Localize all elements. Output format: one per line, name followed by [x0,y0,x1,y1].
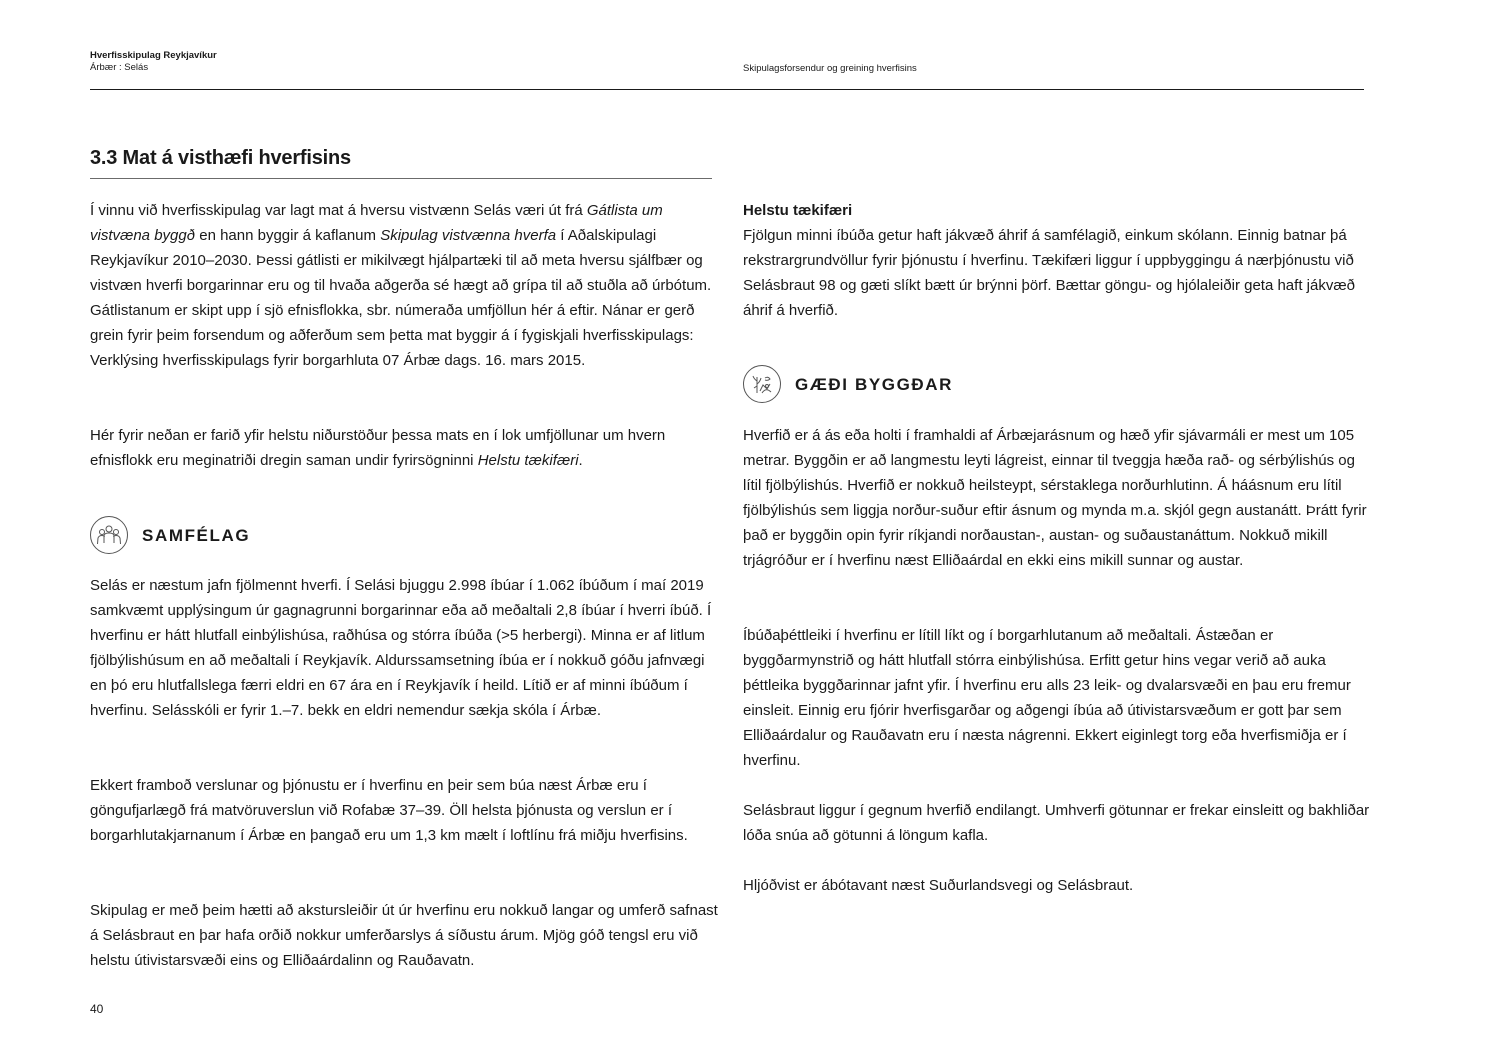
body-paragraph: Ekkert framboð verslunar og þjónustu er í hverfinu en þeir sem búa næst Árbæ eru í göngufjarlægð frá matvöruverslun við Rofabæ 37–39. Öll helsta þjónusta og verslun er í borgarhlutakjarnanum í Árbæ en þangað eru um 1,3 km mælt í loftlínu frá miðju hverfisins. [90,777,688,844]
opportunities-text: Fjölgun minni íbúða getur haft jákvæð áhrif á samfélagið, einkum skólann. Einnig batnar þá rekstrargrundvöllur fyrir þjónustu í hverfinu. Tækifæri liggur í uppbyggingu á nærþjónustu við Selásbraut 98 og gæti slíkt bætt úr brýnni þörf. Bættar göngu- og hjólaleiðir geta haft jákvæð áhrif á hverfið. [743,227,1356,319]
intro-paragraph-1: Í vinnu við hverfisskipulag var lagt mat á hversu vistvænn Selás væri út frá Gátlista um vistvæna byggð en hann byggir á kaflanum Skipulag vistvænna hverfa í Aðalskipulagi Reykjavíkur 2010–2030. Þessi gátlisti er mikilvægt hjálpartæki til að meta hversu sjálfbær og vistvæn hverfi borgarinnar eru og til hvaða aðgerða sé hægt að grípa til að stuðla að úrbótum. Gátlistanum er skipt upp í sjö efnisflokka, sbr. númeraða umfjöllun hér á eftir. Nánar er gerð grein fyrir þeim forsendum og aðferðum sem þetta mat byggir á í fygiskjali hverfisskipulags: Verklýsing hverfisskipulags fyrir borgarhluta 07 Árbæ dags. 16. mars 2015. [90,202,712,369]
chapter-reference-italic: Skipulag vistvænna hverfa [380,227,557,244]
header-divider [90,89,1364,90]
body-paragraph: Selásbraut liggur í gegnum hverfið endilangt. Umhverfi götunnar er frekar einsleitt og bakhliðar lóða snúa að götunni á löngum kafla. [743,802,1370,844]
opportunities-reference-italic: Helstu tækifæri [477,452,579,469]
section-title-divider [90,178,712,179]
category-label: GÆÐI BYGGÐAR [795,374,954,394]
checklist-title-italic: Gátlista um vistvæna byggð [90,202,663,244]
community-people-icon [90,516,128,554]
body-paragraph: Hljóðvist er ábótavant næst Suðurlandsvegi og Selásbraut. [743,877,1134,894]
category-heading-gaedi-byggdar [743,365,953,403]
chapter-title: Skipulagsforsendur og greining hverfisins [743,63,917,74]
document-title: Hverfisskipulag Reykjavíkur [90,50,217,61]
document-subtitle: Árbær : Selás [90,62,149,73]
body-paragraph: Hverfið er á ás eða holti í framhaldi af Árbæjarásnum og hæð yfir sjávarmáli er mest um 105 metrar. Byggðin er að langmestu leyti lágreist, einnar til tveggja hæða rað- og sérbýlishús og lítil fjölbýlishús. Hverfið er nokkuð heilsteypt, sérstaklega norðurhlutinn. Á háásnum eru lítil fjölbýlishús sem liggja norður-suður eftir ásnum og mynda m.a. skjól gegn austanátt. Þrátt fyrir það er byggðin opin fyrir ríkjandi norðaustan-, austan- og suðaustanáttum. Nokkuð mikill trjágróður er í hverfinu næst Elliðaárdal en ekki eins mikill sunnar og austar. [743,427,1367,569]
body-paragraph: Skipulag er með þeim hætti að akstursleiðir út úr hverfinu eru nokkuð langar og umferð safnast á Selásbraut en þar hafa orðið nokkur umferðarslys á síðustu árum. Mjög góð tengsl eru við helstu útivistarsvæði eins og Elliðaárdalinn og Rauðavatn. [90,902,718,969]
category-label: SAMFÉLAG [142,525,251,545]
page-number: 40 [90,1002,104,1016]
built-quality-plant-icon [743,365,781,403]
body-paragraph: Selás er næstum jafn fjölmennt hverfi. Í Selási bjuggu 2.998 íbúar í 1.062 íbúðum í maí 2019 samkvæmt upplýsingum úr gagnagrunni borgarinnar eða að meðaltali 2,8 íbúar í hverri íbúð. Í hverfinu er hátt hlutfall einbýlishúsa, raðhúsa og stórra íbúða (>5 herbergi). Minna er af litlum fjölbýlishúsum en að meðaltali í Reykjavík. Aldurssamsetning íbúa er í nokkuð góðu jafnvægi en þó eru hlutfallslega færri eldri en 67 ára en í Reykjavík í heild. Lítið er af minni íbúðum í hverfinu. Selásskóli er fyrir 1.–7. bekk en eldri nemendur sækja skóla í Árbæ. [90,577,712,719]
section-title: 3.3 Mat á visthæfi hverfisins [90,147,351,169]
body-paragraph: Íbúðaþéttleiki í hverfinu er lítill líkt og í borgarhlutanum að meðaltali. Ástæðan er byggðarmynstrið og hátt hlutfall stórra einbýlishúsa. Erfitt getur hins vegar verið að auka þéttleika byggðarinnar jafnt yfir. Í hverfinu eru alls 23 leik- og dvalarsvæði en þau eru fremur einsleit. Einnig eru fjórir hverfisgarðar og aðgengi íbúa að útivistarsvæðum er gott þar sem Elliðaárdalur og Rauðavatn eru í næsta nágrenni. Ekkert eiginlegt torg eða hverfismiðja er í hverfinu. [743,627,1351,769]
opportunities-heading: Helstu tækifæri [743,202,853,219]
category-heading-samfelag [90,516,250,554]
intro-paragraph-2: Hér fyrir neðan er farið yfir helstu niðurstöður þessa mats en í lok umfjöllunar um hvern efnisflokk eru meginatriði dregin saman undir fyrirsögninni Helstu tækifæri. [90,427,666,469]
running-header [90,50,217,74]
